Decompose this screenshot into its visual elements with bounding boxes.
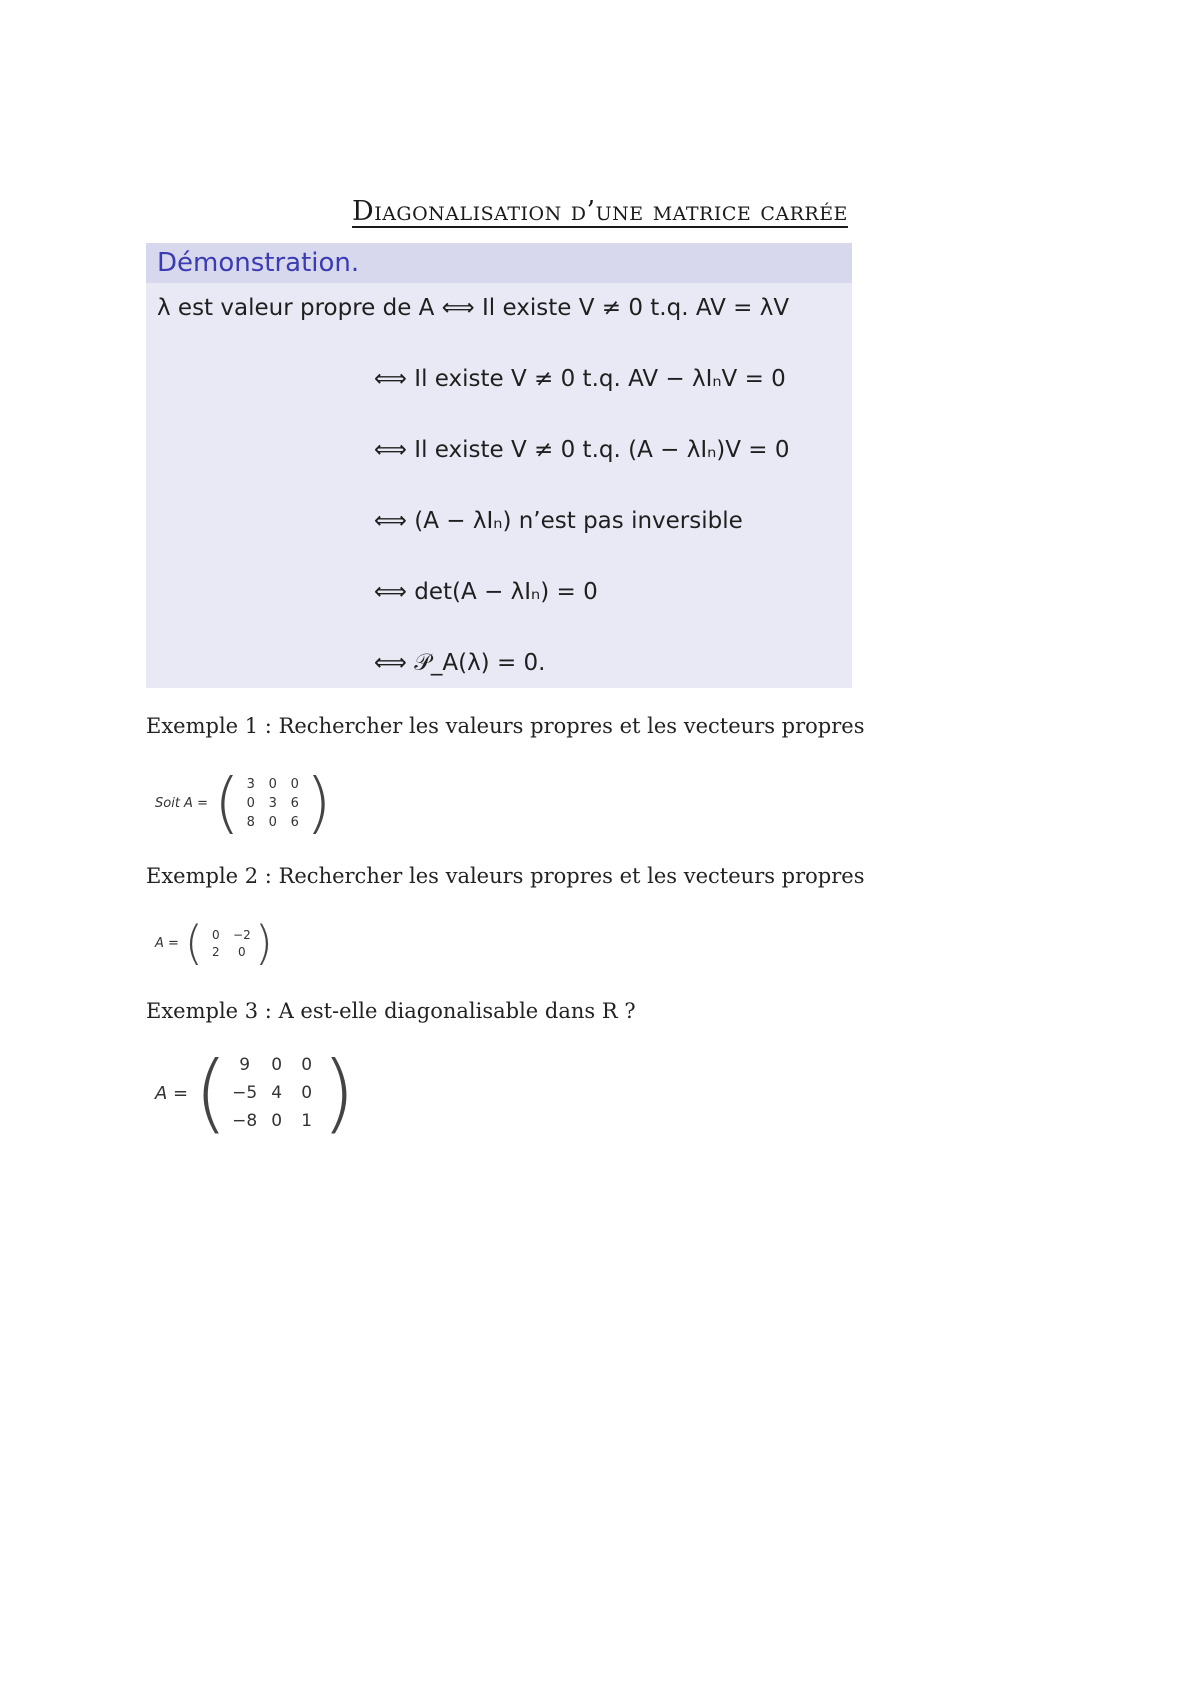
left-paren: ( (213, 764, 240, 841)
example-2-matrix (155, 916, 273, 970)
demo-line-4: ⟺ (A − λIₙ) n’est pas inversible (374, 508, 743, 534)
matrix-cell: 0 (290, 776, 299, 792)
matrix-cell: 0 (268, 814, 277, 830)
matrix-grid (228, 1055, 322, 1131)
matrix-cell: 3 (246, 776, 255, 792)
matrix-cell: 8 (246, 814, 255, 830)
left-paren: ( (184, 916, 203, 970)
left-paren: ( (194, 1043, 228, 1143)
matrix-cell: 9 (239, 1055, 251, 1075)
example-1-matrix (155, 764, 332, 841)
matrix-cell: 0 (301, 1055, 313, 1075)
right-paren: ) (254, 916, 273, 970)
matrix-cell: 4 (271, 1083, 283, 1103)
example-2-text: Exemple 2 : Rechercher les valeurs propres et les vecteurs propres (146, 864, 865, 888)
demo-line-1: λ est valeur propre de A ⟺ Il existe V ≠ 0 t.q. AV = λV (157, 295, 790, 321)
demonstration-heading: Démonstration. (146, 243, 852, 283)
matrix-cell: 0 (268, 776, 277, 792)
page-title: Diagonalisation d’une matrice carrée (352, 196, 848, 227)
demo-line-5: ⟺ det(A − λIₙ) = 0 (374, 579, 598, 605)
matrix-cell: 0 (271, 1055, 283, 1075)
matrix-cell: 6 (290, 795, 299, 811)
demo-line-6: ⟺ 𝒫_A(λ) = 0. (374, 650, 546, 676)
matrix-label: Soit A = (155, 795, 208, 811)
right-paren: ) (321, 1043, 356, 1143)
matrix-cell: −8 (232, 1111, 258, 1131)
matrix-cell: 0 (301, 1083, 313, 1103)
example-3-matrix (155, 1043, 356, 1143)
matrix-grid (203, 928, 255, 959)
example-1-text: Exemple 1 : Rechercher les valeurs propres et les vecteurs propres (146, 714, 865, 738)
matrix-cell: 1 (301, 1111, 313, 1131)
matrix-cell: 6 (290, 814, 299, 830)
demonstration-box (146, 243, 852, 688)
demo-line-3: ⟺ Il existe V ≠ 0 t.q. (A − λIₙ)V = 0 (374, 437, 790, 463)
demo-line-2: ⟺ Il existe V ≠ 0 t.q. AV − λIₙV = 0 (374, 366, 786, 392)
matrix-grid (240, 777, 306, 830)
matrix-cell: −5 (232, 1083, 258, 1103)
matrix-cell: 0 (238, 944, 246, 959)
matrix-cell: 2 (212, 944, 220, 959)
example-3-text: Exemple 3 : A est-elle diagonalisable dans R ? (146, 999, 636, 1023)
matrix-cell: 3 (268, 795, 277, 811)
matrix-cell: 0 (271, 1111, 283, 1131)
matrix-cell: −2 (233, 927, 251, 942)
matrix-label: A = (155, 1082, 189, 1104)
right-paren: ) (305, 764, 332, 841)
matrix-label: A = (155, 935, 179, 951)
matrix-cell: 0 (212, 927, 220, 942)
matrix-cell: 0 (246, 795, 255, 811)
